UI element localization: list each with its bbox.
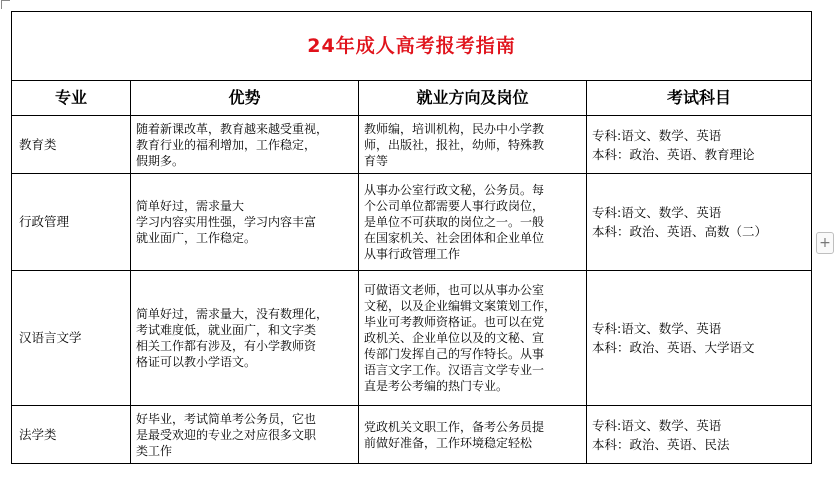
table-row	[12, 406, 812, 464]
header-row	[12, 81, 812, 116]
document-corner-mark	[1, 0, 10, 9]
table-row	[12, 271, 812, 406]
table-row	[12, 174, 812, 271]
add-row-button[interactable]: +	[816, 232, 834, 254]
header-employment: 就业方向及岗位	[359, 81, 587, 116]
advantage-cell: 简单好过，需求量大，没有数理化， 考试难度低，就业面广，和文字类 相关工作都有涉及，有小学教师资 格证可以教小学语文。	[131, 271, 359, 406]
subjects-cell: 专科:语文、数学、英语 本科：政治、英语、高数（二）	[587, 174, 812, 271]
major-cell: 法学类	[12, 406, 131, 464]
subjects-cell: 专科:语文、数学、英语 本科：政治、英语、民法	[587, 406, 812, 464]
subjects-cell: 专科:语文、数学、英语 本科：政治、英语、大学语文	[587, 271, 812, 406]
employment-cell: 可做语文老师，也可以从事办公室 文秘，以及企业编辑文案策划工作， 毕业可考教师资格证。也可以在党 政机关、企业单位以及的文秘、宣 传部门发挥自己的写作特长。从事 语言文字工作。汉语言文学专业一 直是考公考编的热门专业。	[359, 271, 587, 406]
advantage-cell: 好毕业，考试简单考公务员，它也 是最受欢迎的专业之对应很多文职 类工作	[131, 406, 359, 464]
header-major: 专业	[12, 81, 131, 116]
employment-cell: 教师编，培训机构，民办中小学教 师，出版社，报社，幼师，特殊教 育等	[359, 116, 587, 174]
employment-cell: 党政机关文职工作，备考公务员提 前做好准备，工作环境稳定轻松	[359, 406, 587, 464]
employment-cell: 从事办公室行政文秘，公务员。每 个公司单位都需要人事行政岗位， 是单位不可获取的岗位之一。一般 在国家机关、社会团体和企业单位 从事行政管理工作	[359, 174, 587, 271]
advantage-cell: 随着新课改革，教育越来越受重视， 教育行业的福利增加，工作稳定， 假期多。	[131, 116, 359, 174]
table-row	[12, 116, 812, 174]
major-cell: 行政管理	[12, 174, 131, 271]
major-cell: 教育类	[12, 116, 131, 174]
header-advantage: 优势	[131, 81, 359, 116]
page-title: 24年成人高考报考指南	[12, 12, 812, 81]
exam-guide-table	[11, 11, 812, 464]
title-row	[12, 12, 812, 81]
header-subjects: 考试科目	[587, 81, 812, 116]
advantage-cell: 简单好过，需求量大 学习内容实用性强，学习内容丰富 就业面广，工作稳定。	[131, 174, 359, 271]
subjects-cell: 专科:语文、数学、英语 本科：政治、英语、教育理论	[587, 116, 812, 174]
major-cell: 汉语言文学	[12, 271, 131, 406]
